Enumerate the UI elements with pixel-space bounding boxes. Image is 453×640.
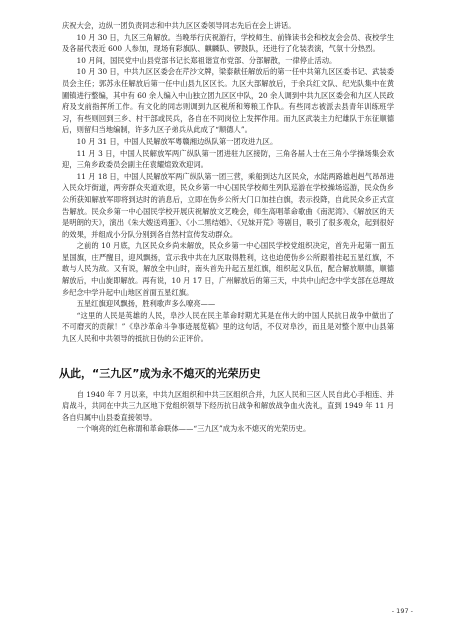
paragraph: 11 月 18 日，中国人民解放军两广纵队第一团三营，乘船到达九区民众，水陆两路雄赳赳气昂昂进入民众圩街道，两旁群众夹道欢迎，民众乡第一中心国民学校师生列队巡游在学校操场巡游，民众伪乡公所获知解放军即将到达时的消息后，立即在伪乡公所大门口加挂白旗，表示投降，自此民众乡正式宣告解放。民众乡第一中心国民学校开展庆祝解放文艺晚会，师生高唱革命歌曲《南泥湾》、《解放区的天是明朗的天》，演出《朱大嫂送鸡蛋》、《小二黑结婚》、《兄妹开荒》等剧目，吸引了很多观众，起到很好的效果，并组成小分队分别到各自然村宣传发动群众。 [62,171,394,239]
paragraph: 自 1940 年 7 月以来，中共九区组织和中共三区组织合并，九区人民和三区人民自此心手相连、并肩战斗，共同在中共三九区地下党组织领导下经历抗日战争和解放战争血火洗礼，直到 1949 年 11 月各自归属中山县委直接领导。 [62,389,394,422]
paragraph: “这里的人民是英雄的人民，阜沙人民在民主革命时期尤其是在伟大的中国人民抗日战争中做出了不可磨灭的贡献！”《阜沙革命斗争事迹展览稿》里的这句话，不仅对阜沙，而且是对整个原中山县第九区人民和中共领导的抵抗日伪的公正评价。 [62,310,394,344]
paragraph: 庆祝大会，边纵一团负责同志和中共九区区委领导同志先后在会上讲话。 [62,21,296,30]
body-text-top [62,20,394,345]
section-heading: 从此，“三九区”成为永不熄灭的光荣历史 [59,366,261,380]
paragraph: 10 月 30 日，中共九区区委会在芹沙文牌，梁泰献任解放后的第一任中共第九区区委书记、武装委员会主任；郭苏永任解放后第一任中山县九区区长。九区大部解放后，于余兵红文队、纪光队集中在黄圃镇进行整编，其中有 60 余人编入中山独立团九区区中队，20 余人调到中共九区区委会和九区人民政府及支前指挥所工作。有文化的同志则调到九区税所和筹粮工作队。有些同志被派去县青年训练班学习，有些则回到三乡、村干部或民兵，各自在不同岗位上发挥作用。而九区武装主力纪雄队于东征顺德后，则留归当地编制，许多九区子弟兵从此成了“顺德人”。 [62,67,394,135]
paragraph: 10 月间，国民党中山县党部书记长郑祖谐宣布党部、分部解散，一律停止活动。 [76,55,337,65]
paragraph: 一个响亮的红色称谓和革命联体——“三九区”成为永不熄灭的光荣历史。 [76,424,311,434]
paragraph: 10 月 30 日，九区三角解放。当晚举行庆祝游行，学校师生、前锋读书会和校友会会员、夜校学生及各届代表近 600 人参加，现场有彩旗队、麒麟队、锣鼓队，还进行了化装表演，气氛十分热烈。 [62,32,394,54]
document-page [59,20,394,435]
paragraph: 11 月 3 日，中国人民解放军两广纵队第一团进驻九区接防，三角各届人士在三角小学操场集会欢迎，三角乡政委员会副主任袁耀煊致欢迎词。 [62,148,394,170]
body-text-bottom [62,389,394,435]
paragraph: 之前的 10 月底，九区民众乡尚未解放，民众乡第一中心国民学校党组织决定，首先升起第一面五星国旗，庄严醒目，迎风飘扬，宣示我中共在九区取得胜利，这也迫使伪乡公所跟着挂起五星红旗，不敢与人民为敌。又有说，解放全中山时，南头首先升起五星红旗，组织起义队伍，配合解放顺德，顺德解放后，中山旋即解放。再有说，10 月 17 日，广州解放后的第三天，中共中山纪念中学支部在总理故乡纪念中学升起中山地区首面五星红旗。 [62,241,394,297]
paragraph: 10 月 31 日，中国人民解放军粤赣湘边纵队第一团攻进九区。 [76,136,278,146]
paragraph: 五星红旗迎风飘扬，胜利歌声多么嘹亮—— [76,299,216,309]
page-number: - 197 - [391,607,413,615]
